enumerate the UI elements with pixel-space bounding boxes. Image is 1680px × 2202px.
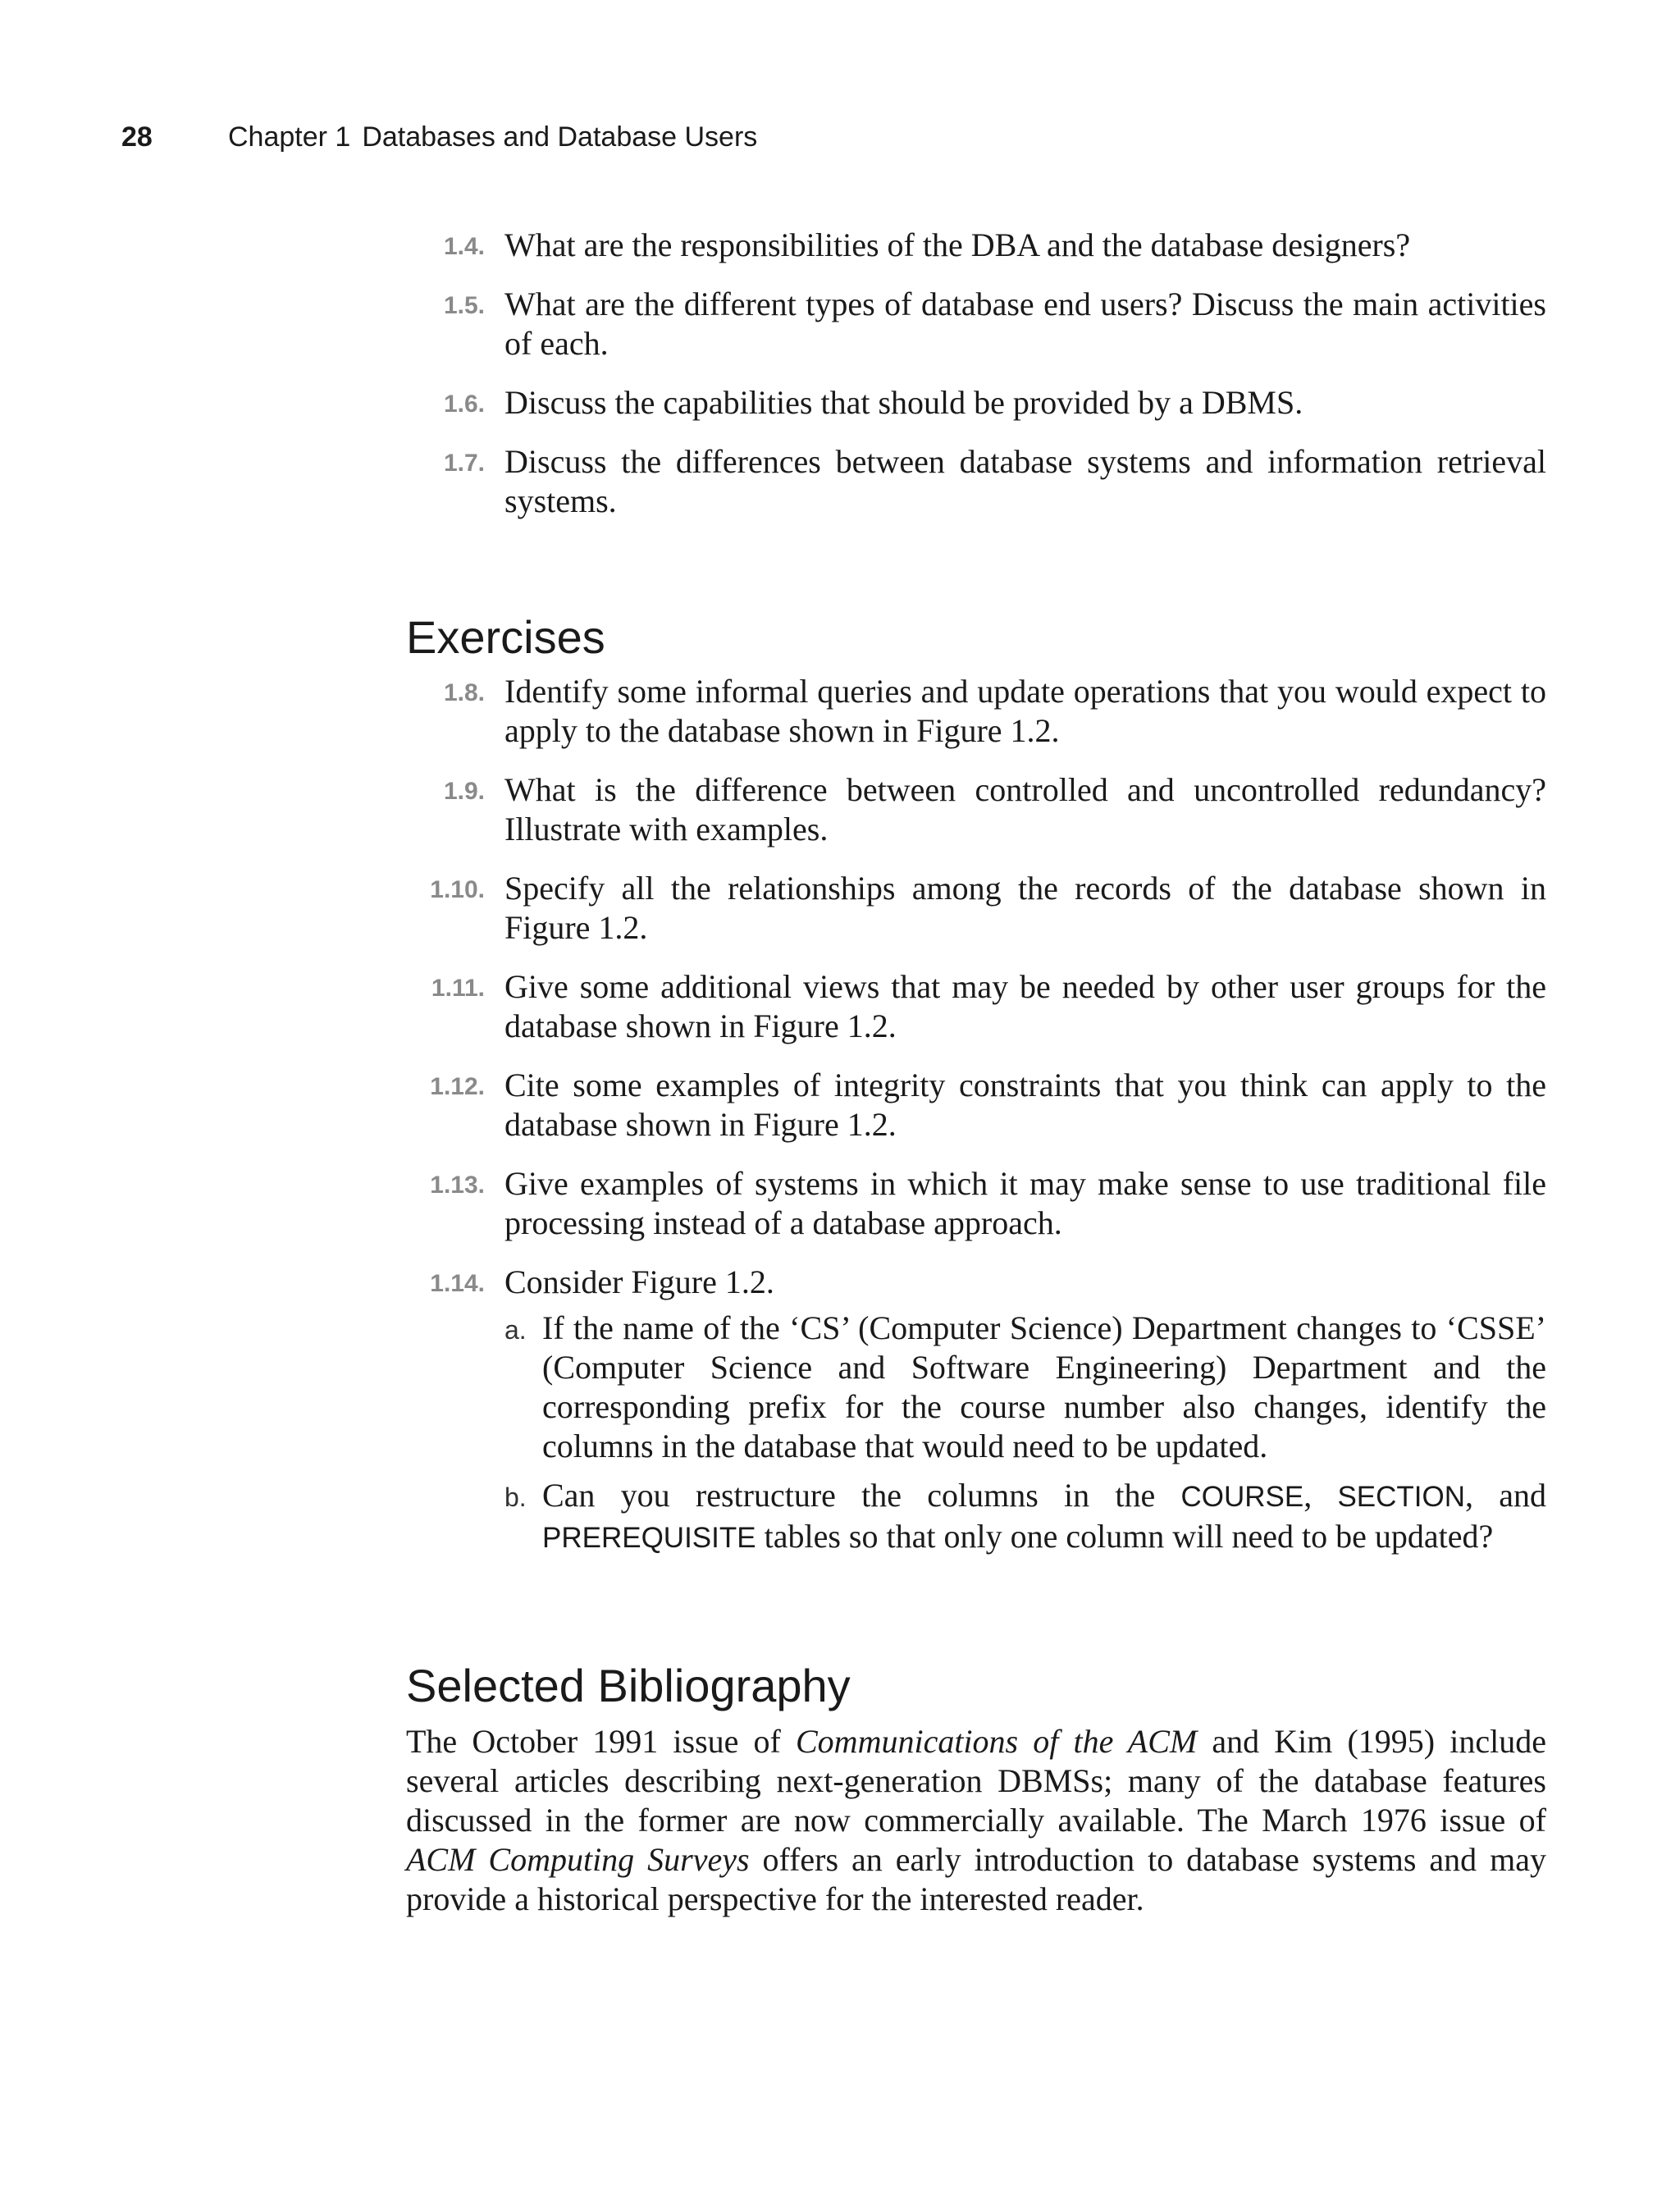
table-name-course: COURSE bbox=[1180, 1481, 1304, 1513]
subpart-letter: b. bbox=[504, 1482, 527, 1512]
exercise-text: Cite some examples of integrity constraints that you think can apply to the database shown in Figure 1.2. bbox=[504, 1067, 1546, 1143]
question-text: Discuss the differences between database systems and information retrieval systems. bbox=[504, 443, 1546, 519]
exercises-list bbox=[406, 672, 1546, 1558]
chapter-title: Databases and Database Users bbox=[362, 121, 758, 153]
exercises-heading: Exercises bbox=[406, 611, 605, 663]
page-content bbox=[406, 226, 1546, 1919]
review-questions-list bbox=[406, 226, 1546, 521]
subpart-conjunction: , and bbox=[1465, 1477, 1546, 1514]
exercise-1-8 bbox=[406, 672, 1546, 751]
exercise-1-13 bbox=[406, 1164, 1546, 1243]
exercise-1-14-subparts bbox=[504, 1309, 1546, 1558]
exercise-text: Identify some informal queries and update operations that you would expect to apply to the database shown in Figure 1.2. bbox=[504, 673, 1546, 749]
question-1-5 bbox=[406, 285, 1546, 363]
question-text: What are the responsibilities of the DBA and the database designers? bbox=[504, 226, 1411, 263]
bibliography-text-3: offers an early introduction to database systems and may provide a historical perspective for the interested reader. bbox=[406, 1841, 1546, 1917]
exercise-text: Specify all the relationships among the records of the database shown in Figure 1.2. bbox=[504, 870, 1546, 946]
exercise-number: 1.8. bbox=[443, 679, 485, 706]
subpart-text-start: Can you restructure the columns in the bbox=[542, 1477, 1181, 1514]
exercise-text: What is the difference between controlled and uncontrolled redundancy? Illustrate with examples. bbox=[504, 771, 1546, 847]
table-name-prerequisite: PREREQUISITE bbox=[542, 1522, 756, 1554]
question-1-4 bbox=[406, 226, 1546, 265]
journal-title-acm-surveys: ACM Computing Surveys bbox=[406, 1841, 750, 1878]
bibliography-text-2: and Kim (1995) include several articles describing next-generation DBMSs; many of the database features discussed in the former are now commercially available. The March 1976 issue of bbox=[406, 1723, 1546, 1839]
exercise-number: 1.10. bbox=[430, 876, 485, 903]
exercise-1-12 bbox=[406, 1066, 1546, 1144]
exercise-1-9 bbox=[406, 770, 1546, 849]
question-number: 1.7. bbox=[443, 450, 485, 477]
question-text: What are the different types of database end users? Discuss the main activities of each. bbox=[504, 286, 1546, 362]
bibliography-heading: Selected Bibliography bbox=[406, 1660, 851, 1711]
exercise-number: 1.13. bbox=[430, 1172, 485, 1199]
exercise-1-10 bbox=[406, 869, 1546, 948]
exercise-number: 1.9. bbox=[443, 778, 485, 805]
exercise-number: 1.12. bbox=[430, 1073, 485, 1100]
subpart-text-end: tables so that only one column will need to be updated? bbox=[756, 1518, 1494, 1555]
question-1-7 bbox=[406, 442, 1546, 521]
exercise-text: Give examples of systems in which it may make sense to use traditional file processing instead of a database approach. bbox=[504, 1165, 1546, 1241]
question-number: 1.4. bbox=[443, 233, 485, 260]
exercise-text: Consider Figure 1.2. bbox=[504, 1263, 774, 1300]
exercise-1-11 bbox=[406, 967, 1546, 1046]
subpart-letter: a. bbox=[504, 1315, 527, 1345]
page-number: 28 bbox=[121, 121, 153, 153]
exercise-1-14-part-a bbox=[504, 1309, 1546, 1466]
exercise-number: 1.14. bbox=[430, 1270, 485, 1297]
chapter-label: Chapter 1 bbox=[228, 121, 351, 153]
journal-title-cacm: Communications of the ACM bbox=[796, 1723, 1198, 1760]
exercise-text: Give some additional views that may be needed by other user groups for the database shown in Figure 1.2. bbox=[504, 968, 1546, 1044]
exercise-1-14-part-b bbox=[504, 1476, 1546, 1558]
exercise-1-14 bbox=[406, 1263, 1546, 1558]
bibliography-text-1: The October 1991 issue of bbox=[406, 1723, 796, 1760]
subpart-separator: , bbox=[1303, 1477, 1338, 1514]
question-number: 1.5. bbox=[443, 292, 485, 319]
subpart-text: If the name of the ‘CS’ (Computer Science) Department changes to ‘CSSE’ (Computer Science and Software Engineering) Department and the corresponding prefix for the course number also changes, identify the columns in the database that would need to be updated. bbox=[542, 1309, 1546, 1464]
question-1-6 bbox=[406, 383, 1546, 423]
exercise-number: 1.11. bbox=[431, 975, 485, 1002]
table-name-section: SECTION bbox=[1337, 1481, 1466, 1513]
question-number: 1.6. bbox=[443, 391, 485, 418]
running-head bbox=[121, 119, 757, 155]
question-text: Discuss the capabilities that should be provided by a DBMS. bbox=[504, 384, 1303, 421]
bibliography-paragraph bbox=[406, 1722, 1546, 1919]
